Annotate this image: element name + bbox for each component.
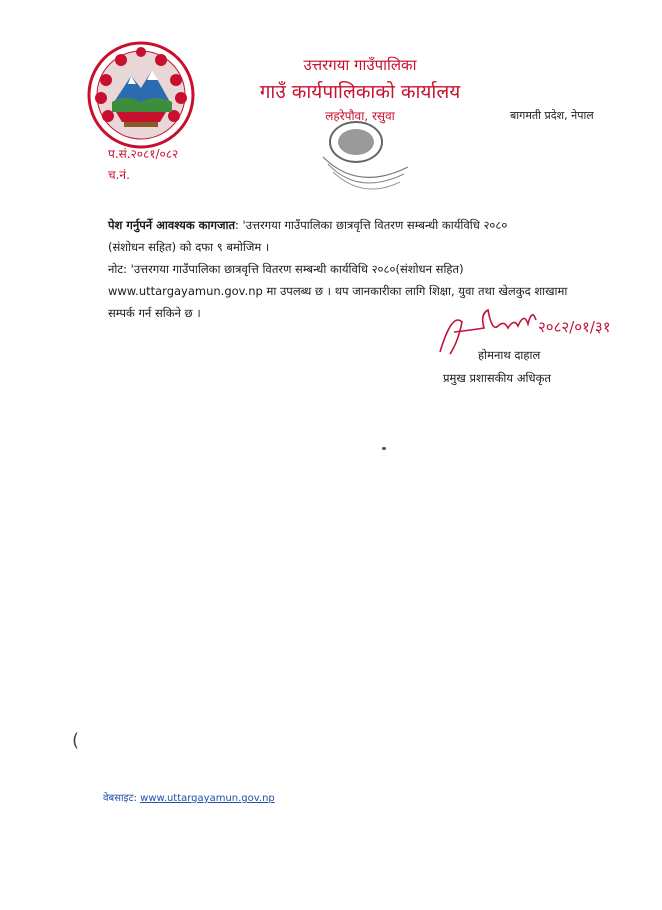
- website-label: वेबसाइट:: [103, 793, 137, 804]
- ink-dot: [382, 447, 386, 450]
- province-label: बागमती प्रदेश, नेपाल: [510, 109, 594, 122]
- footer-website: [103, 790, 275, 804]
- signature-date: २०८२/०१/३१: [538, 318, 611, 336]
- dispatch-number: च.नं.: [108, 168, 130, 182]
- required-docs-label: पेश गर्नुपर्ने आवश्यक कागजात: [108, 218, 236, 232]
- website-link[interactable]: www.uttargayamun.gov.np: [140, 793, 275, 804]
- note-line-2: www.uttargayamun.gov.np मा उपलब्ध छ । थप जानकारीका लागि शिक्षा, युवा तथा खेलकुद शाखामा: [108, 284, 568, 298]
- organization-name: उत्तरगया गाउँपालिका: [303, 56, 417, 74]
- office-name: गाउँ कार्यपालिकाको कार्यालय: [259, 81, 461, 103]
- required-docs-text: : 'उत्तरगया गाउँपालिका छात्रवृत्ति वितरण सम्बन्धी कार्यविधि २०८०: [235, 218, 508, 232]
- reference-number: प.सं.२०८१/०८२: [108, 147, 179, 161]
- body-line-2: (संशोधन सहित) को दफा ९ बमोजिम ।: [108, 240, 270, 254]
- note-line-3: सम्पर्क गर्न सकिने छ ।: [108, 306, 201, 320]
- office-location: लहरेपौवा, रसुवा: [325, 109, 395, 123]
- signatory-title: प्रमुख प्रशासकीय अधिकृत: [443, 371, 551, 385]
- body-line-1: [108, 218, 507, 233]
- municipality-emblem: [86, 40, 196, 150]
- stray-paren: (: [72, 730, 80, 751]
- note-line-1: नोट: 'उत्तरगया गाउँपालिका छात्रवृत्ति वितरण सम्बन्धी कार्यविधि २०८०(संशोधन सहित): [108, 262, 464, 276]
- signatory-name: होमनाथ दाहाल: [478, 348, 541, 362]
- official-stamp: [308, 112, 418, 192]
